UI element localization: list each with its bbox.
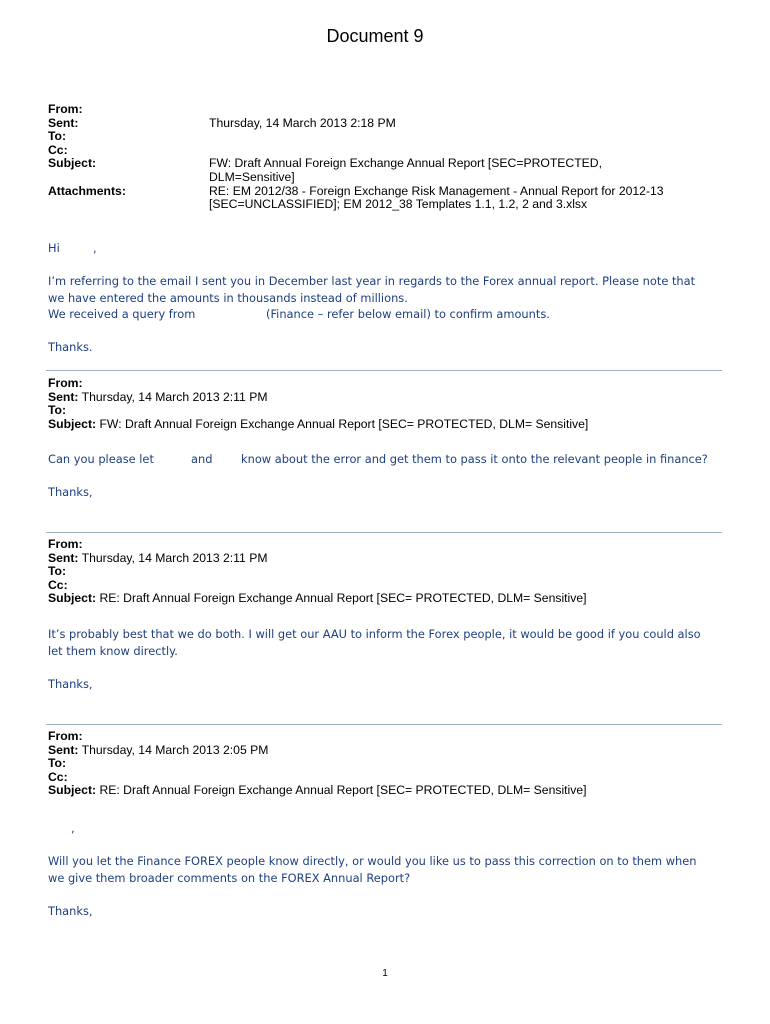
separator-line (46, 724, 722, 725)
separator-line (46, 370, 722, 371)
body-line2: we give them broader comments on the FOREX Annual Report? (48, 870, 411, 885)
email1-header (48, 103, 728, 212)
greeting-comma: , (93, 241, 97, 255)
subject-value: RE: Draft Annual Foreign Exchange Annual Report [SEC= PROTECTED, DLM= Sensitive] (99, 591, 587, 606)
subject-label: Subject: (48, 156, 97, 171)
attachment-line2[interactable]: [SEC=UNCLASSIFIED]; EM 2012_38 Templates 1.1, 1.2, 2 and 3.xlsx (209, 197, 588, 212)
greeting-hi: Hi (48, 241, 60, 255)
para1-line2: we have entered the amounts in thousands instead of millions. (48, 290, 408, 305)
email1-body (48, 240, 728, 356)
subject-label: Subject: (48, 591, 97, 606)
sent-label: Sent: (48, 550, 79, 565)
attachment-line1[interactable]: RE: EM 2012/38 - Foreign Exchange Risk Management - Annual Report for 2012-13 (209, 183, 664, 198)
body-part1: Can you please let (48, 452, 154, 466)
subject-label: Subject: (48, 416, 97, 431)
email3-closing: Thanks, (48, 676, 93, 691)
to-label: To: (48, 564, 67, 579)
body-part3: know about the error and get them to pass it onto the relevant people in finance? (241, 452, 708, 466)
sent-value: Thursday, 14 March 2013 2:05 PM (81, 742, 269, 757)
email1-closing: Thanks. (48, 340, 93, 354)
sent-label: Sent: (48, 742, 79, 757)
to-label: To: (48, 403, 67, 418)
from-label: From: (48, 102, 83, 116)
cc-label: Cc: (48, 577, 68, 592)
from-label: From: (48, 537, 83, 551)
para1-line1: I’m referring to the email I sent you in December last year in regards to the Forex annual report. Please note that (48, 274, 696, 288)
page-number: 1 (382, 968, 388, 979)
body-line2: let them know directly. (48, 643, 178, 658)
sent-label: Sent: (48, 115, 79, 130)
para2-part1: We received a query from (48, 307, 196, 321)
email2-header (48, 377, 728, 431)
email2-closing: Thanks, (48, 485, 93, 499)
to-label: To: (48, 129, 67, 144)
subject-value-line1: FW: Draft Annual Foreign Exchange Annual Report [SEC=PROTECTED, (209, 156, 602, 171)
para2-part2: (Finance – refer below email) to confirm amounts. (266, 307, 550, 321)
subject-label: Subject: (48, 783, 97, 798)
sent-value: Thursday, 14 March 2013 2:11 PM (81, 389, 268, 404)
email3-body (48, 626, 728, 692)
sent-value: Thursday, 14 March 2013 2:18 PM (209, 115, 396, 130)
greeting-comma: , (71, 821, 75, 835)
cc-label: Cc: (48, 142, 68, 157)
email4-header (48, 730, 728, 798)
from-label: From: (48, 729, 83, 743)
separator-line (46, 532, 722, 533)
to-label: To: (48, 756, 67, 771)
body-line1: It’s probably best that we do both. I will get our AAU to inform the Forex people, it would be good if you could also (48, 627, 701, 641)
email4-body (48, 820, 728, 919)
sent-value: Thursday, 14 March 2013 2:11 PM (81, 550, 268, 565)
sent-label: Sent: (48, 389, 79, 404)
attachments-label: Attachments: (48, 183, 126, 198)
email3-header (48, 538, 728, 606)
body-part2: and (191, 452, 213, 466)
email4-closing: Thanks, (48, 903, 93, 918)
subject-value-line2: DLM=Sensitive] (209, 169, 295, 184)
document-title: Document 9 (326, 26, 424, 46)
subject-value: RE: Draft Annual Foreign Exchange Annual Report [SEC= PROTECTED, DLM= Sensitive] (99, 783, 587, 798)
body-line1: Will you let the Finance FOREX people know directly, or would you like us to pass this correction on to them when (48, 854, 697, 868)
email2-body (48, 451, 728, 501)
cc-label: Cc: (48, 769, 68, 784)
from-label: From: (48, 376, 83, 390)
subject-value: FW: Draft Annual Foreign Exchange Annual Report [SEC= PROTECTED, DLM= Sensitive] (99, 416, 589, 431)
